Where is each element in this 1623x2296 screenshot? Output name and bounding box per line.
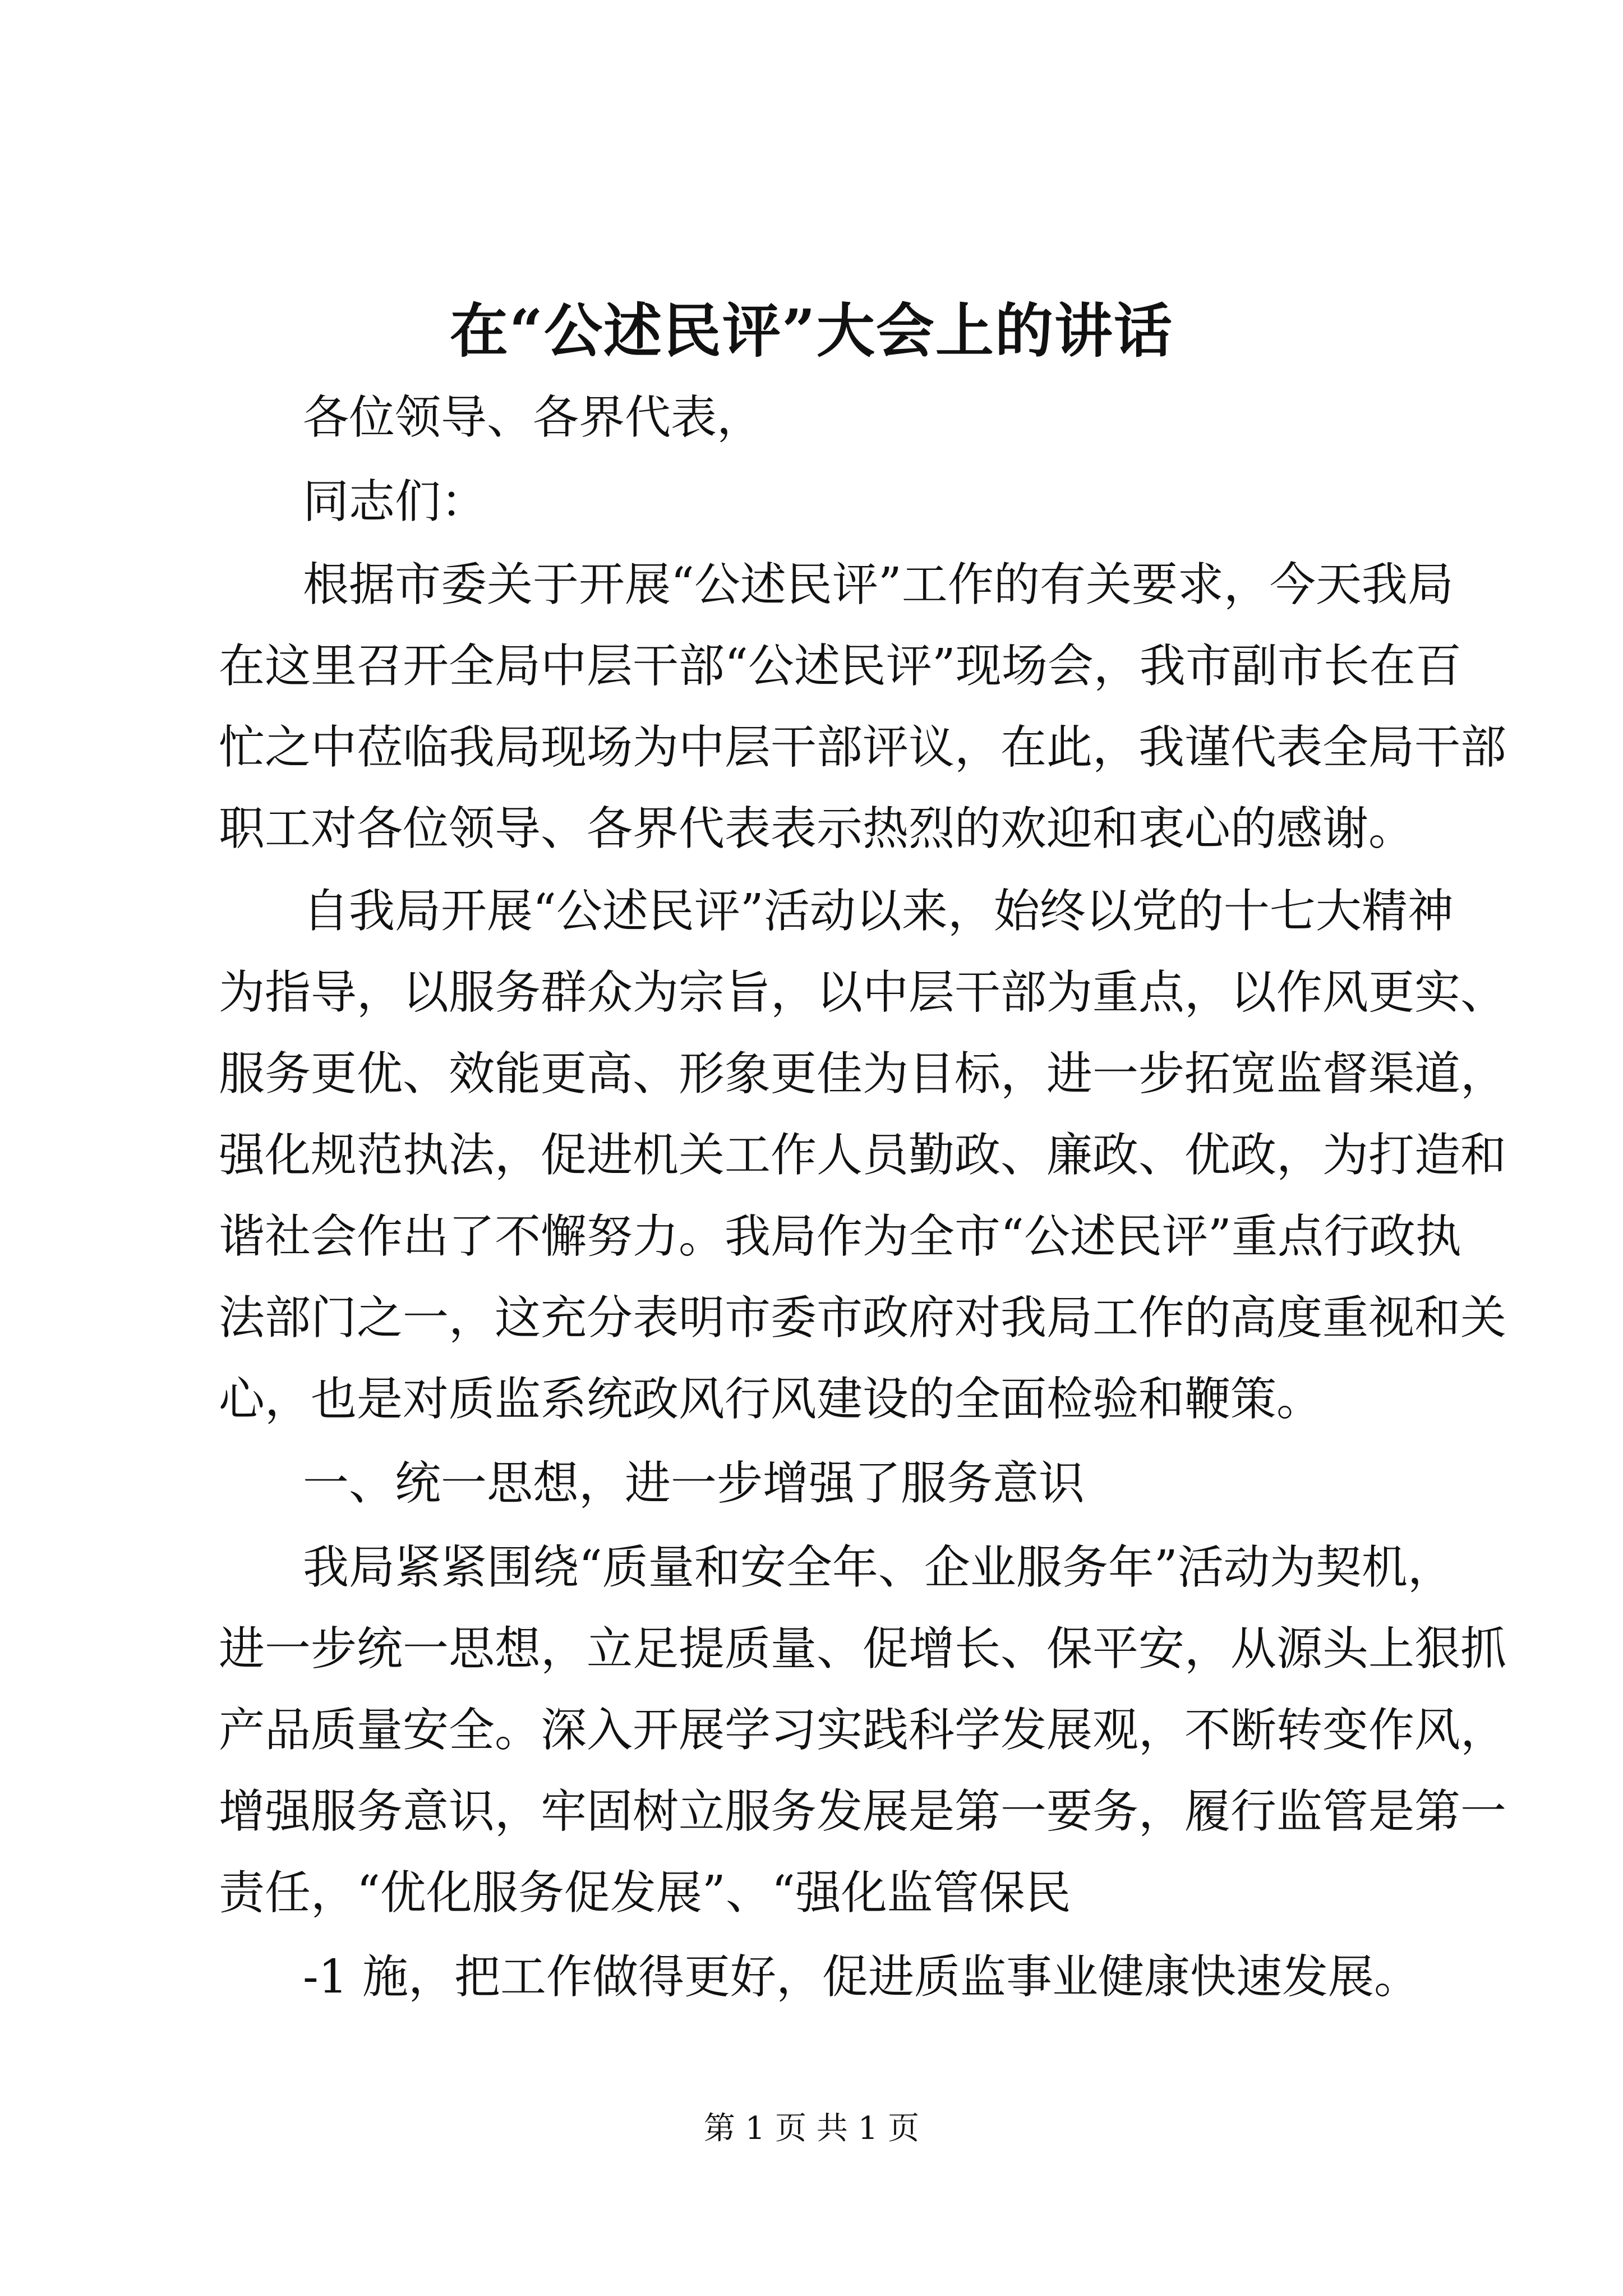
paragraph-line: 谐社会作出了不懈努力。我局作为全市“公述民评”重点行政执 <box>219 1210 1461 1263</box>
paragraph-line: 服务更优、效能更高、形象更佳为目标，进一步拓宽监督渠道， <box>219 1047 1507 1101</box>
paragraph-line: 在这里召开全局中层干部“公述民评”现场会，我市副市长在百 <box>219 639 1461 693</box>
paragraph-line: 进一步统一思想，立足提质量、促增长、保平安，从源头上狠抓 <box>219 1622 1507 1676</box>
paragraph-line: 我局紧紧围绕“质量和安全年、企业服务年”活动为契机， <box>303 1541 1454 1594</box>
paragraph-line: -1 施，把工作做得更好，促进质监事业健康快速发展。 <box>303 1950 1420 2004</box>
paragraph-line: 法部门之一，这充分表明市委市政府对我局工作的高度重视和关 <box>219 1291 1507 1345</box>
paragraph-line: 根据市委关于开展“公述民评”工作的有关要求，今天我局 <box>303 558 1454 611</box>
page-footer: 第 1 页 共 1 页 <box>703 2110 920 2147</box>
paragraph-line: 为指导，以服务群众为宗旨，以中层干部为重点，以作风更实、 <box>219 966 1507 1019</box>
paragraph-line: 忙之中莅临我局现场为中层干部评议，在此，我谨代表全局干部 <box>219 721 1507 774</box>
paragraph-line: 增强服务意识，牢固树立服务发展是第一要务，履行监管是第一 <box>219 1785 1507 1838</box>
paragraph-line: 责任，“优化服务促发展”、“强化监管保民 <box>219 1866 1071 1920</box>
paragraph-line: 职工对各位领导、各界代表表示热烈的欢迎和衷心的感谢。 <box>219 802 1415 855</box>
paragraph-line: 自我局开展“公述民评”活动以来，始终以党的十七大精神 <box>303 885 1454 938</box>
document-title: 在“公述民评”大会上的讲话 <box>450 296 1173 365</box>
paragraph-line: 强化规范执法，促进机关工作人员勤政、廉政、优政，为打造和 <box>219 1129 1507 1182</box>
paragraph-line: 产品质量安全。深入开展学习实践科学发展观，不断转变作风， <box>219 1704 1507 1757</box>
paragraph-line: 心，也是对质监系统政风行风建设的全面检验和鞭策。 <box>219 1373 1323 1426</box>
salutation-line: 同志们： <box>303 475 487 528</box>
salutation-line: 各位领导、各界代表， <box>303 391 763 444</box>
section-heading: 一、统一思想，进一步增强了服务意识 <box>303 1457 1085 1510</box>
